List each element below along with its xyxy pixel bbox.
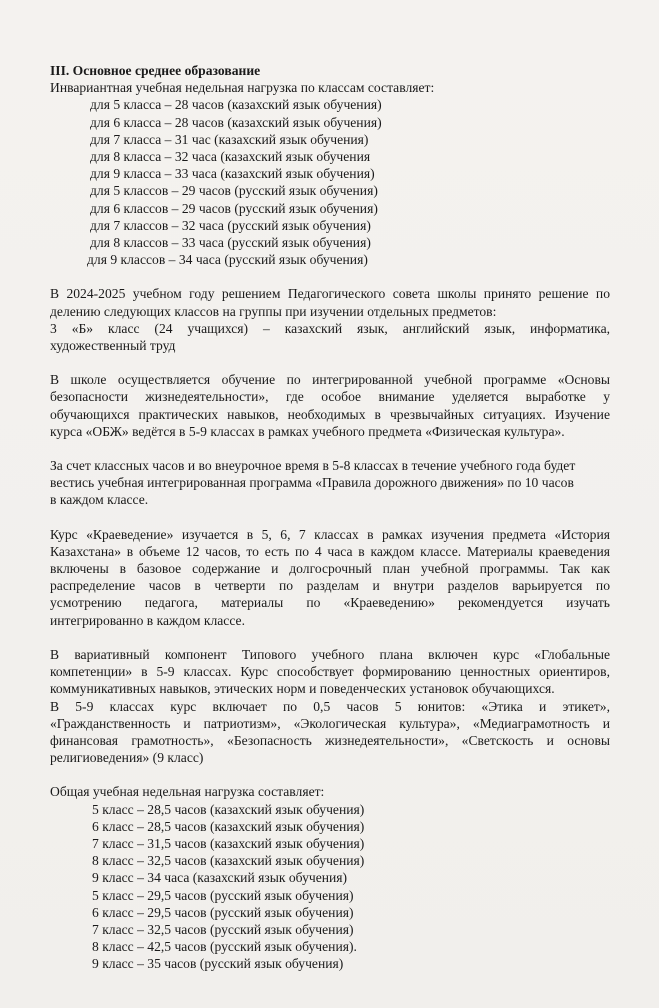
groups-line: 3 «Б» класс (24 учащихся) – казахский язык, английский язык, информатика, [50,320,610,336]
groups-paragraph [50,285,610,354]
obzh-paragraph [50,371,610,440]
document-body [50,62,610,973]
groups-line: делению следующих классов на группы при изучении отдельных предметов: [50,303,497,319]
kraeved-line: включены в базовое содержание и долгосрочный план учебной программы. Так как [50,561,610,577]
invariant-line: для 6 классов – 29 часов (русский язык обучения) [90,200,378,216]
invariant-line: для 6 класса – 28 часов (казахский язык обучения) [90,114,382,130]
total-line: 5 класс – 29,5 часов (русский язык обучения) [92,887,354,903]
global-paragraph [50,646,610,766]
obzh-line: В школе осуществляется обучение по интегрированной учебной программе «Основы [50,372,610,388]
invariant-list [50,96,610,268]
invariant-intro: Инвариантная учебная недельная нагрузка по классам составляет: [50,80,435,96]
invariant-line: для 9 класса – 33 часа (казахский язык обучения) [90,166,375,182]
obzh-line: обучающихся практических навыков, необходимых в чрезвычайных ситуациях. Изучение [50,406,610,422]
total-line: 6 класс – 29,5 часов (русский язык обучения) [92,904,354,920]
global-line: финансовая грамотность», «Безопасность жизнедеятельности», «Светскость и основы [50,732,610,748]
total-line: 6 класс – 28,5 часов (казахский язык обучения) [92,818,365,834]
kraeved-line: усмотрению педагога, материалы по «Краеведению» рекомендуется изучать [50,595,610,611]
total-line: 7 класс – 31,5 часов (казахский язык обучения) [92,835,365,851]
pdd-line: За счет классных часов и во внеурочное время в 5-8 классах в течение учебного года будет [50,458,576,474]
kraeved-paragraph [50,526,610,629]
obzh-line: курса «ОБЖ» ведётся в 5-9 классах в рамках учебного предмета «Физическая культура». [50,423,565,439]
pdd-line: в каждом классе. [50,492,149,508]
total-intro: Общая учебная недельная нагрузка составляет: [50,784,325,800]
invariant-line: для 9 классов – 34 часа (русский язык обучения) [87,252,368,268]
invariant-line: для 5 классов – 29 часов (русский язык обучения) [90,183,378,199]
global-line: «Гражданственность и патриотизм», «Экологическая культура», «Медиаграмотность и [50,715,610,731]
groups-line: художественный труд [50,338,176,354]
kraeved-line: Курс «Краеведение» изучается в 5, 6, 7 классах в рамках изучения предмета «История [50,526,610,542]
kraeved-line: интегрированно в каждом классе. [50,612,245,628]
total-line: 5 класс – 28,5 часов (казахский язык обучения) [92,801,365,817]
global-line: религиоведения» (9 класс) [50,750,204,766]
pdd-line: вестись учебная интегрированная программа «Правила дорожного движения» по 10 часов [50,475,574,491]
total-line: 7 класс – 32,5 часов (русский язык обучения) [92,921,354,937]
global-line: В 5-9 классах курс включает по 0,5 часов 5 юнитов: «Этика и этикет», [50,698,610,714]
invariant-line: для 7 класса – 31 час (казахский язык обучения) [90,131,369,147]
global-line: компетенции» в 5-9 классах. Курс способствует формированию ценностных ориентиров, [50,664,610,680]
section-title: III. Основное среднее образование [50,63,261,78]
global-line: коммуникативных навыков, этических норм и поведенческих установок обучающихся. [50,681,555,697]
total-line: 9 класс – 34 часа (казахский язык обучения) [92,870,348,886]
invariant-line: для 8 класса – 32 часа (казахский язык обучения [90,149,371,165]
total-line: 9 класс – 35 часов (русский язык обучения) [92,956,344,972]
kraeved-line: распределение часов в четверти по разделам и внутри разделов варьируется по [50,578,610,594]
global-line: В вариативный компонент Типового учебного плана включен курс «Глобальные [50,646,610,662]
total-list [50,801,610,973]
kraeved-line: Казахстана» в объеме 12 часов, то есть по 4 часа в каждом классе. Материалы краеведения [50,543,610,559]
invariant-line: для 5 класса – 28 часов (казахский язык обучения) [90,97,382,113]
invariant-line: для 8 классов – 33 часа (русский язык обучения) [90,235,371,251]
obzh-line: безопасности жизнедеятельности», где особое внимание уделяется выработке у [50,389,610,405]
pdd-paragraph [50,457,610,509]
total-line: 8 класс – 32,5 часов (казахский язык обучения) [92,853,365,869]
invariant-line: для 7 классов – 32 часа (русский язык обучения) [90,217,371,233]
groups-line: В 2024-2025 учебном году решением Педагогического совета школы принято решение по [50,286,610,302]
total-line: 8 класс – 42,5 часов (русский язык обучения). [92,939,357,955]
